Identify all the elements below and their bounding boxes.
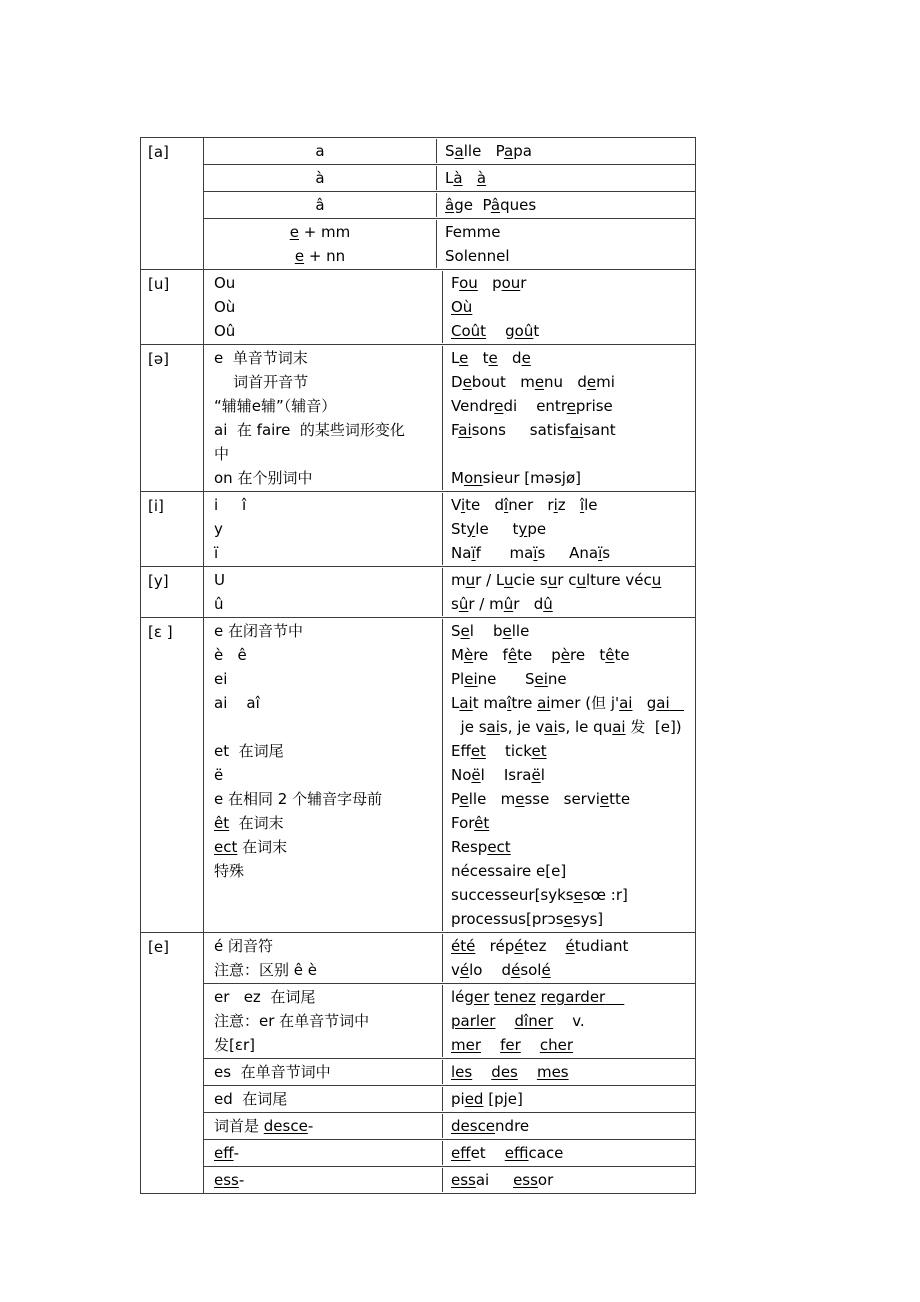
spelling-line: â [315, 196, 325, 214]
example-line: sûr / mûr dû [451, 595, 553, 613]
phoneme-label: [i] [148, 497, 164, 515]
phoneme-cell [141, 933, 204, 1193]
spelling-cell [204, 346, 443, 490]
spelling-line: ë [214, 766, 224, 784]
examples-cell [443, 271, 695, 343]
spelling-line: “辅辅e辅”（辅音） [214, 397, 337, 415]
example-line: Fou pour [451, 274, 527, 292]
spelling-line: à [315, 169, 325, 187]
example-line: Salle Papa [445, 142, 532, 160]
spelling-line: è ê [214, 646, 247, 664]
examples-cell [443, 1168, 695, 1192]
example-line: Mère fête père tête [451, 646, 630, 664]
phoneme-label: [u] [148, 275, 170, 293]
document-page [140, 137, 696, 1194]
phoneme-label: [a] [148, 143, 169, 161]
spelling-cell [204, 985, 443, 1057]
spelling-cell [204, 1114, 443, 1138]
example-line: Debout menu demi [451, 373, 615, 391]
example-line: Pelle messe serviette [451, 790, 631, 808]
phoneme-group [141, 933, 695, 1193]
phoneme-group [141, 270, 695, 345]
spelling-line: e 在闭音节中 [214, 622, 303, 640]
spelling-line: 注意：区别 ê è [214, 961, 317, 979]
table-row [204, 1167, 695, 1193]
spelling-line: 词首开音节 [214, 373, 309, 391]
phoneme-cell [141, 345, 204, 491]
spelling-line: 词首是 desce- [214, 1117, 314, 1135]
phoneme-label: [y] [148, 572, 169, 590]
table-row [204, 567, 695, 617]
example-line: Vite dîner riz île [451, 496, 598, 514]
table-row [204, 984, 695, 1059]
example-line: parler dîner v. [451, 1012, 585, 1030]
phoneme-group [141, 492, 695, 567]
example-line: essai essor [451, 1171, 554, 1189]
table-row [204, 165, 695, 192]
spelling-line: ai 在 faire 的某些词形变化 [214, 421, 405, 439]
example-line: mur / Lucie sur culture vécu [451, 571, 662, 589]
spelling-line: ed 在词尾 [214, 1090, 288, 1108]
table-row [204, 1086, 695, 1113]
examples-cell [443, 1114, 695, 1138]
examples-cell [443, 1060, 695, 1084]
example-line: Naïf maïs Anaïs [451, 544, 611, 562]
pronunciation-table [140, 137, 696, 1194]
examples-cell [443, 934, 695, 982]
example-line: âge Pâques [445, 196, 537, 214]
table-row [204, 1059, 695, 1086]
example-line: les des mes [451, 1063, 569, 1081]
table-row [204, 1140, 695, 1167]
spelling-line: e 单音节词末 [214, 349, 308, 367]
spelling-line: e 在相同 2 个辅音字母前 [214, 790, 383, 808]
group-rows [204, 492, 695, 566]
table-row [204, 270, 695, 344]
phoneme-cell [141, 492, 204, 566]
spelling-cell [204, 1168, 443, 1192]
example-line: effet efficace [451, 1144, 564, 1162]
examples-cell [443, 346, 695, 490]
table-row [204, 1113, 695, 1140]
spelling-line: et 在词尾 [214, 742, 284, 760]
group-rows [204, 270, 695, 344]
example-line: Lait maître aimer (但 j'ai gai [451, 694, 670, 712]
example-line: Femme [445, 223, 501, 241]
example-line: Style type [451, 520, 547, 538]
spelling-line: i î [214, 496, 247, 514]
table-row [204, 933, 695, 984]
phoneme-group [141, 345, 695, 492]
example-line: Le te de [451, 349, 531, 367]
phoneme-group [141, 138, 695, 270]
phoneme-group [141, 618, 695, 933]
spelling-line [214, 715, 438, 739]
examples-cell [437, 166, 695, 190]
table-row [204, 138, 695, 165]
example-line: Monsieur [məsjø] [451, 469, 581, 487]
example-line: Sel belle [451, 622, 530, 640]
spelling-line: es 在单音节词中 [214, 1063, 331, 1081]
phoneme-group [141, 567, 695, 618]
example-line: Noël Israël [451, 766, 545, 784]
spelling-line: e + mm [289, 223, 351, 241]
example-line: Solennel [445, 247, 510, 265]
spelling-line: ess- [214, 1171, 245, 1189]
example-line: Coût goût [451, 322, 540, 340]
spelling-line: 中 [214, 445, 230, 463]
table-row [204, 345, 695, 491]
example-line: nécessaire e[e] [451, 862, 567, 880]
group-rows [204, 618, 695, 932]
spelling-line: eff- [214, 1144, 239, 1162]
spelling-cell [204, 568, 443, 616]
phoneme-label: [ɛ ] [148, 623, 173, 641]
examples-cell [437, 193, 695, 217]
phoneme-cell [141, 618, 204, 932]
example-line: été répétez étudiant [451, 937, 629, 955]
examples-cell [443, 1087, 695, 1111]
example-line: vélo désolé [451, 961, 551, 979]
example-line: Pleine Seine [451, 670, 567, 688]
spelling-cell [204, 271, 443, 343]
spelling-line: er ez 在词尾 [214, 988, 316, 1006]
spelling-line: 注意：er 在单音节词中 [214, 1012, 370, 1030]
group-rows [204, 567, 695, 617]
example-line: Effet ticket [451, 742, 547, 760]
examples-cell [443, 1141, 695, 1165]
table-row [204, 192, 695, 219]
spelling-cell [204, 220, 437, 268]
group-rows [204, 345, 695, 491]
example-line: mer fer cher [451, 1036, 574, 1054]
example-line: Forêt [451, 814, 490, 832]
examples-cell [443, 568, 695, 616]
spelling-line: êt 在词末 [214, 814, 284, 832]
spelling-line: Où [214, 298, 236, 316]
spelling-line: y [214, 520, 223, 538]
example-line: successeur[syksesœ :r] [451, 886, 628, 904]
spelling-cell [204, 934, 443, 982]
spelling-line: 发[ɛr] [214, 1036, 255, 1054]
examples-cell [437, 139, 695, 163]
spelling-cell [204, 493, 443, 565]
spelling-line: on 在个别词中 [214, 469, 313, 487]
examples-cell [443, 985, 695, 1057]
group-rows [204, 138, 695, 269]
table-row [204, 492, 695, 566]
phoneme-cell [141, 270, 204, 344]
spelling-cell [204, 1141, 443, 1165]
phoneme-cell [141, 567, 204, 617]
spelling-line: U [214, 571, 225, 589]
example-line: léger tenez regarder [451, 988, 606, 1006]
spelling-line: 特殊 [214, 862, 245, 880]
phoneme-label: [e] [148, 938, 169, 956]
spelling-line: e + nn [294, 247, 346, 265]
spelling-line: ai aî [214, 694, 260, 712]
example-line: Respect [451, 838, 511, 856]
table-row [204, 618, 695, 932]
spelling-cell [204, 139, 437, 163]
phoneme-label: [ə] [148, 350, 169, 368]
spelling-line: Oû [214, 322, 236, 340]
spelling-line: é 闭音符 [214, 937, 273, 955]
spelling-line: ï [214, 544, 219, 562]
group-rows [204, 933, 695, 1193]
spelling-line: a [315, 142, 325, 160]
spelling-cell [204, 619, 443, 931]
example-line: Où [451, 298, 473, 316]
example-line: Faisons satisfaisant [451, 421, 616, 439]
table-row [204, 219, 695, 269]
spelling-line: ect 在词末 [214, 838, 288, 856]
example-line: pied [pje] [451, 1090, 523, 1108]
spelling-cell [204, 1087, 443, 1111]
examples-cell [443, 493, 695, 565]
example-line: je sais, je vais, le quai 发 [e]) [451, 718, 682, 736]
spelling-cell [204, 166, 437, 190]
example-line: processus[prɔsesys] [451, 910, 604, 928]
examples-cell [443, 619, 695, 931]
spelling-line: Ou [214, 274, 236, 292]
spelling-line: ei [214, 670, 228, 688]
examples-cell [437, 220, 695, 268]
spelling-cell [204, 193, 437, 217]
example-line: Là à [445, 169, 487, 187]
spelling-cell [204, 1060, 443, 1084]
example-line: Vendredi entreprise [451, 397, 613, 415]
phoneme-cell [141, 138, 204, 269]
example-line [451, 442, 691, 466]
spelling-line: û [214, 595, 224, 613]
example-line: descendre [451, 1117, 530, 1135]
